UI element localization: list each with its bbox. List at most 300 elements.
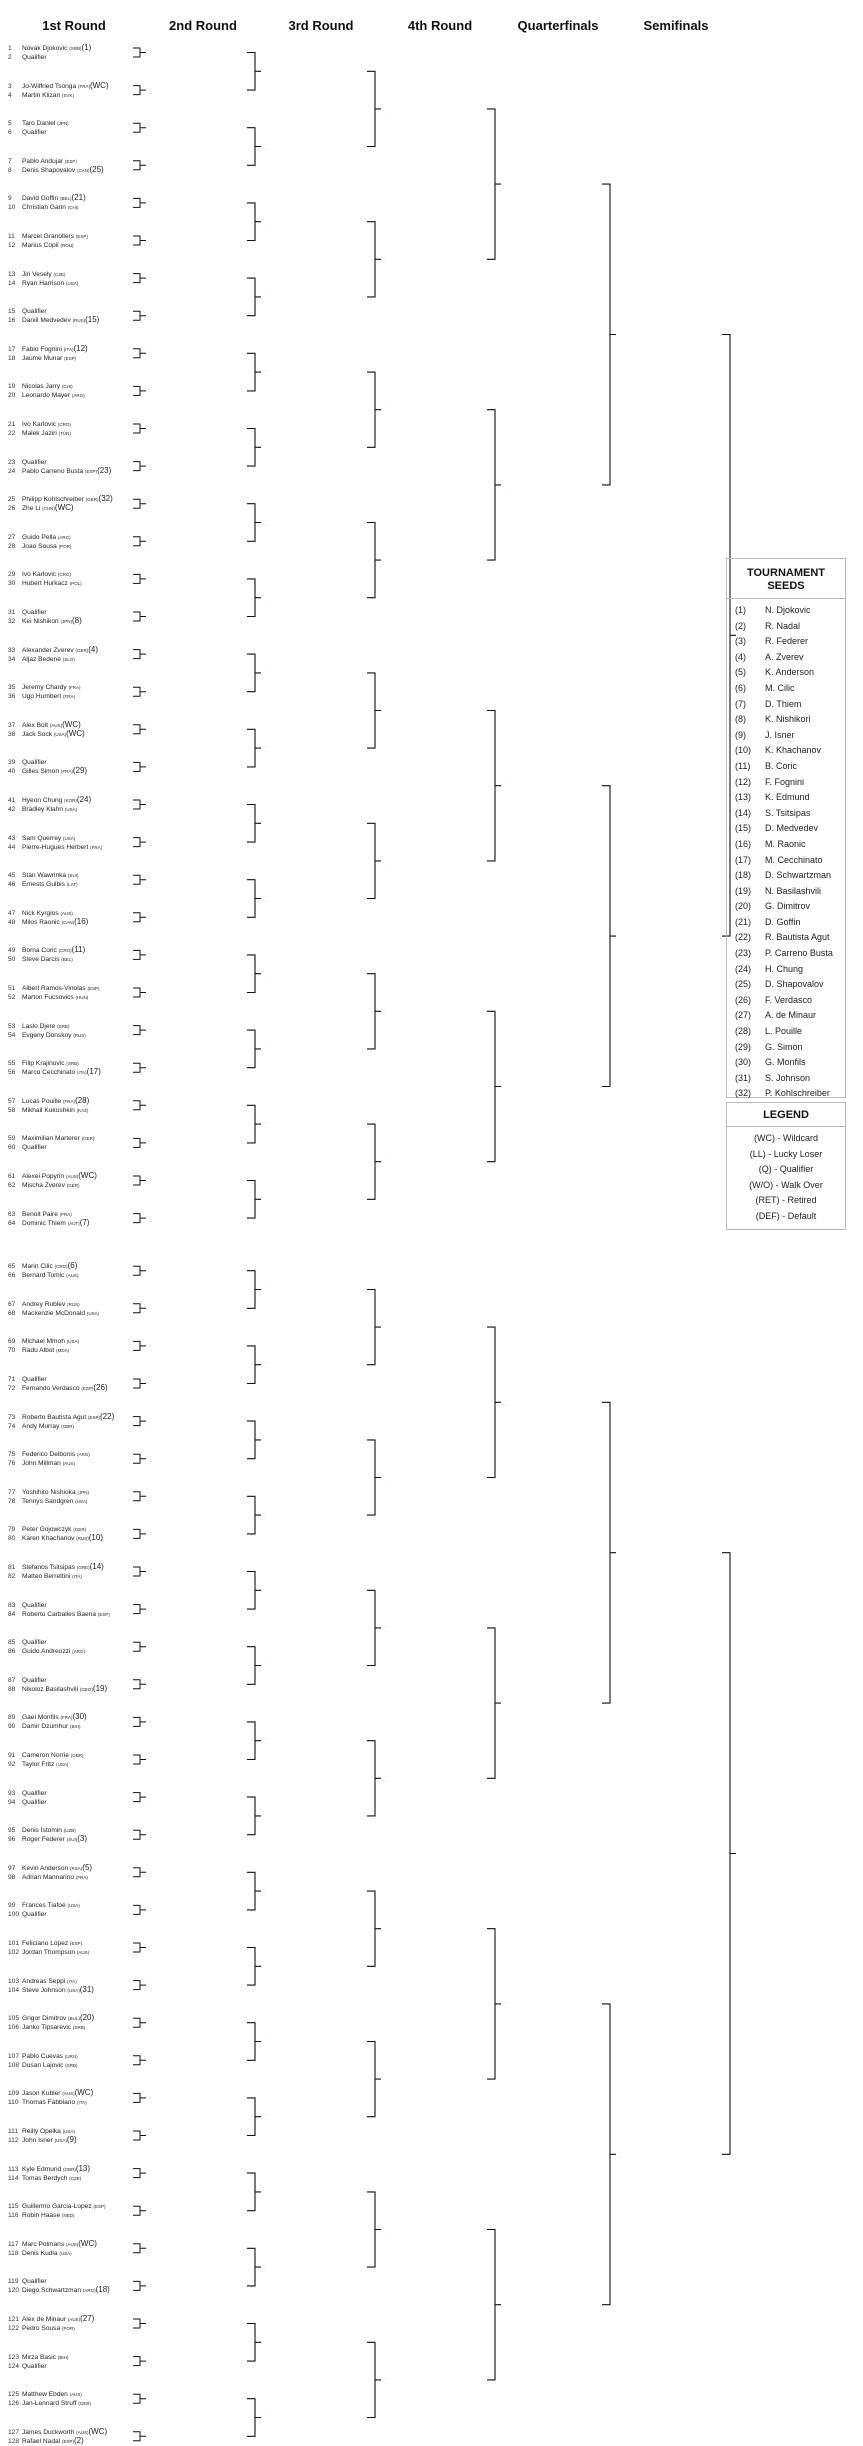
player-country: (FRA) xyxy=(68,685,81,691)
draw-position: 69 xyxy=(8,1338,16,1346)
draw-position: 120 xyxy=(8,2287,20,2295)
score-mark: - xyxy=(505,786,506,791)
draw-position: 93 xyxy=(8,1789,16,1797)
score-mark: - xyxy=(150,166,151,171)
draw-position: 38 xyxy=(8,730,16,738)
round-bracket xyxy=(247,880,261,918)
score-mark: - xyxy=(385,706,386,711)
player-country: (SUI) xyxy=(67,873,79,879)
score-mark: - xyxy=(265,1736,266,1741)
score-mark: - xyxy=(505,480,506,485)
score-mark: - xyxy=(265,1290,266,1295)
score-mark: - xyxy=(385,1007,386,1012)
player-seed: (30) xyxy=(72,1712,87,1722)
score-mark: - xyxy=(265,824,266,829)
player-seed: (7) xyxy=(79,1217,90,1227)
player-name: Ivo Karlovic xyxy=(22,421,58,428)
match-bracket xyxy=(133,1063,146,1072)
player-seed: (2) xyxy=(73,2435,84,2445)
player-country: (USA) xyxy=(62,2129,75,2134)
score-mark: - xyxy=(150,1143,151,1148)
draw-entry xyxy=(8,1977,77,1986)
score-mark: - xyxy=(265,1811,266,1816)
player-name: Alex de Minaur xyxy=(22,2316,68,2323)
player-name: Janko Tipsarevic xyxy=(22,2024,73,2032)
draw-position: 36 xyxy=(8,693,16,701)
player-country: (ESP) xyxy=(93,2204,106,2210)
score-mark: - xyxy=(150,2211,151,2216)
player-seed: (15) xyxy=(85,315,100,325)
player-seed: (21) xyxy=(71,193,86,203)
seed-number: (31) xyxy=(735,1072,752,1083)
player-seed: (WC) xyxy=(62,719,81,729)
score-mark: - xyxy=(385,1328,386,1333)
draw-position: 127 xyxy=(8,2428,20,2436)
draw-position: 75 xyxy=(8,1451,16,1459)
player-seed: (9) xyxy=(66,2135,77,2144)
round-bracket xyxy=(602,184,616,485)
score-mark: - xyxy=(150,1497,151,1502)
player-name: Alex Bolt xyxy=(22,721,50,729)
draw-position: 33 xyxy=(8,646,16,654)
round-bracket xyxy=(247,1572,261,1610)
draw-position: 90 xyxy=(8,1723,16,1731)
seed-number: (30) xyxy=(735,1057,752,1068)
match-bracket xyxy=(133,1793,146,1802)
score-mark: - xyxy=(265,1892,266,1897)
seed-player: J. Isner xyxy=(765,729,795,740)
score-mark: - xyxy=(150,725,151,730)
player-country: (CZE) xyxy=(69,2175,82,2181)
player-name: Guillermo Garcia-Lopez xyxy=(22,2203,94,2211)
draw-position: 74 xyxy=(8,1422,16,1430)
round-bracket xyxy=(487,1929,501,2079)
player-country: (GBR) xyxy=(63,2166,76,2172)
score-mark: - xyxy=(620,932,621,937)
score-mark: - xyxy=(150,2319,151,2324)
player-name: Cameron Norrie xyxy=(22,1752,71,1759)
score-mark: - xyxy=(150,316,151,321)
player-seed: (13) xyxy=(75,2163,91,2173)
player-country: (ARG) xyxy=(57,534,71,540)
seed-row xyxy=(727,775,845,791)
player-seed: (1) xyxy=(81,43,92,52)
draw-position: 20 xyxy=(8,392,16,400)
player-country: (POR) xyxy=(61,2326,75,2331)
score-mark: - xyxy=(265,1285,266,1290)
draw-entry xyxy=(8,391,85,400)
match-bracket xyxy=(133,1341,146,1350)
draw-entry xyxy=(8,1610,110,1619)
draw-position: 16 xyxy=(8,317,16,325)
draw-entry xyxy=(8,2315,94,2324)
player-country: (BIH) xyxy=(57,2354,69,2360)
draw-position: 109 xyxy=(8,2090,20,2098)
player-name: Qualifier xyxy=(22,308,47,316)
draw-position: 56 xyxy=(8,1069,16,1077)
draw-position: 116 xyxy=(8,2212,19,2220)
match-bracket xyxy=(133,1717,146,1726)
player-country: (ESP) xyxy=(85,468,98,474)
draw-entry xyxy=(8,119,69,128)
player-country: (AUS) xyxy=(69,2392,82,2398)
seed-row xyxy=(727,665,845,681)
match-bracket xyxy=(133,349,146,358)
seed-player: P. Carreno Busta xyxy=(765,948,833,959)
player-name: Rafael Nadal xyxy=(22,2437,62,2445)
score-mark: - xyxy=(265,668,266,673)
score-mark: - xyxy=(150,913,151,918)
score-mark: - xyxy=(505,2004,506,2009)
draw-entry xyxy=(8,570,71,579)
score-mark: - xyxy=(150,1492,151,1497)
score-mark: - xyxy=(620,1553,621,1558)
draw-entry xyxy=(8,2165,90,2174)
seed-number: (22) xyxy=(735,932,752,943)
player-country: (UZB) xyxy=(63,1828,76,1834)
player-country: (AUS) xyxy=(67,2317,81,2322)
score-mark: - xyxy=(150,1384,151,1389)
player-country: (USA) xyxy=(63,835,76,841)
draw-entry xyxy=(8,53,47,62)
seed-player: B. Coric xyxy=(765,760,798,771)
seed-number: (24) xyxy=(735,963,752,974)
score-mark: - xyxy=(150,2174,151,2179)
draw-entry xyxy=(8,1572,82,1581)
score-mark: - xyxy=(150,1986,151,1991)
match-bracket xyxy=(133,800,146,809)
match-bracket xyxy=(133,875,146,884)
round-bracket xyxy=(367,2042,381,2117)
draw-position: 25 xyxy=(8,496,16,504)
match-bracket xyxy=(133,1755,146,1764)
player-name: Qualifier xyxy=(22,1376,47,1383)
draw-position: 23 xyxy=(8,458,16,466)
player-country: (CZE) xyxy=(53,271,66,277)
player-name: Sam Querrey xyxy=(22,834,64,842)
player-country: (SRB) xyxy=(65,2062,78,2068)
match-bracket xyxy=(133,1454,146,1463)
player-name: Albert Ramos-Vinolas xyxy=(22,985,88,992)
score-mark: - xyxy=(265,1365,266,1370)
player-name: Qualifier xyxy=(22,1639,47,1647)
player-name: Peter Gojowczyk xyxy=(22,1526,74,1534)
player-seed: (26) xyxy=(93,1383,108,1392)
draw-entry xyxy=(8,1219,89,1228)
round-bracket xyxy=(367,1440,381,1515)
score-mark: - xyxy=(385,1162,386,1167)
score-mark: - xyxy=(265,598,266,603)
draw-position: 92 xyxy=(8,1761,16,1768)
player-country: (AUS) xyxy=(76,2429,89,2435)
match-bracket xyxy=(133,48,146,57)
legend-item: (LL) - Lucky Loser xyxy=(749,1148,823,1159)
draw-position: 79 xyxy=(8,1526,16,1534)
player-seed: (WC) xyxy=(88,2426,108,2436)
player-country: (USA) xyxy=(59,2250,72,2256)
draw-position: 59 xyxy=(8,1135,16,1143)
player-name: Denis Istomin xyxy=(22,1827,64,1835)
round-bracket xyxy=(247,1722,261,1760)
draw-entry xyxy=(8,1022,69,1031)
draw-entry xyxy=(8,1676,47,1685)
draw-position: 128 xyxy=(8,2437,20,2445)
seed-row xyxy=(727,1055,845,1071)
score-mark: - xyxy=(265,2263,266,2268)
player-name: Nicolas Jarry xyxy=(22,383,62,391)
score-mark: - xyxy=(265,368,266,373)
player-country: (ITA) xyxy=(72,1574,82,1579)
player-seed: (23) xyxy=(97,465,112,475)
player-name: Christian Garin xyxy=(22,204,68,212)
player-country: (ARG) xyxy=(76,1452,90,1458)
player-country: (KOR) xyxy=(64,798,77,803)
match-bracket xyxy=(133,2319,146,2328)
round-header-2: 2nd Round xyxy=(169,18,237,33)
player-country: (ARG) xyxy=(82,2288,96,2294)
draw-entry xyxy=(8,1713,87,1722)
score-mark: - xyxy=(150,1063,151,1068)
seed-number: (10) xyxy=(735,745,752,756)
score-mark: - xyxy=(150,1572,151,1577)
score-mark: - xyxy=(265,894,266,899)
score-mark: - xyxy=(150,1830,151,1835)
score-mark: - xyxy=(150,1304,151,1309)
seed-row xyxy=(727,868,845,884)
player-name: Ernests Gulbis xyxy=(22,881,67,889)
draw-position: 113 xyxy=(8,2165,19,2173)
draw-position: 55 xyxy=(8,1060,16,1068)
match-bracket xyxy=(133,1981,146,1990)
score-mark: - xyxy=(265,2192,266,2197)
score-mark: - xyxy=(150,1835,151,1840)
match-bracket xyxy=(133,123,146,132)
player-country: (USA) xyxy=(53,731,67,737)
player-seed: (16) xyxy=(74,916,89,926)
seed-number: (1) xyxy=(735,605,746,615)
match-bracket xyxy=(133,2394,146,2403)
seed-number: (3) xyxy=(735,636,746,647)
player-name: Marc Polmans xyxy=(22,2240,66,2248)
player-country: (ESP) xyxy=(64,158,77,164)
match-bracket xyxy=(133,2432,146,2441)
score-mark: - xyxy=(150,311,151,316)
player-name: Martin Klizan xyxy=(22,91,62,99)
score-mark: - xyxy=(385,405,386,410)
score-mark: - xyxy=(150,762,151,767)
score-mark: - xyxy=(150,1068,151,1073)
seed-number: (28) xyxy=(735,1026,752,1037)
round-bracket xyxy=(367,2342,381,2417)
seed-player: R. Nadal xyxy=(765,620,801,631)
score-mark: - xyxy=(150,579,151,584)
score-mark: - xyxy=(385,1473,386,1478)
draw-position: 76 xyxy=(8,1460,16,1468)
draw-entry xyxy=(8,617,82,626)
draw-entry xyxy=(8,1262,77,1271)
seed-row xyxy=(727,899,845,915)
seed-row xyxy=(727,681,845,697)
score-mark: - xyxy=(150,687,151,692)
score-mark: - xyxy=(150,2206,151,2211)
draw-entry xyxy=(8,758,47,767)
seed-player: D. Schwartzman xyxy=(765,870,832,881)
player-name: Milos Raonic xyxy=(22,918,62,926)
player-country: (ITA) xyxy=(76,1070,87,1076)
draw-entry xyxy=(8,1939,82,1948)
draw-entry xyxy=(8,1337,79,1346)
draw-entry xyxy=(8,542,71,551)
score-mark: - xyxy=(385,1779,386,1784)
match-bracket xyxy=(133,311,146,320)
player-country: (ESP) xyxy=(97,1611,110,1617)
player-country: (ARG) xyxy=(71,393,85,399)
draw-entry xyxy=(8,2399,91,2408)
score-mark: - xyxy=(265,899,266,904)
draw-entry xyxy=(8,1864,92,1873)
score-mark: - xyxy=(150,542,151,547)
draw-entry xyxy=(8,44,91,53)
player-country: (SRB) xyxy=(66,1061,79,1067)
seed-number: (19) xyxy=(735,885,752,896)
draw-position: 10 xyxy=(8,204,16,212)
round-bracket xyxy=(247,1797,261,1835)
draw-position: 9 xyxy=(8,195,12,203)
score-mark: - xyxy=(150,655,151,660)
score-mark: - xyxy=(150,354,151,359)
seed-player: R. Bautista Agut xyxy=(765,932,830,943)
round-bracket xyxy=(247,128,261,166)
player-country: (USA) xyxy=(65,280,79,286)
player-seed: (31) xyxy=(79,1984,94,1994)
draw-entry xyxy=(8,909,73,918)
score-mark: - xyxy=(150,2432,151,2437)
draw-position: 19 xyxy=(8,383,16,391)
draw-entry xyxy=(8,2428,107,2437)
draw-entry xyxy=(8,467,111,476)
round-bracket xyxy=(247,729,261,767)
player-name: Pablo Carreno Busta xyxy=(22,467,86,475)
score-mark: - xyxy=(150,2136,151,2141)
score-mark: - xyxy=(505,185,506,190)
match-bracket xyxy=(133,1830,146,1839)
round-bracket xyxy=(487,410,501,560)
score-mark: - xyxy=(150,730,151,735)
match-bracket xyxy=(133,762,146,771)
player-name: Nick Kyrgios xyxy=(22,909,61,917)
draw-entry xyxy=(8,880,78,889)
player-name: Jo-Wilfried Tsonga xyxy=(22,82,78,90)
score-mark: - xyxy=(505,2305,506,2310)
seed-player: A. de Minaur xyxy=(765,1010,817,1021)
player-country: (ESP) xyxy=(75,234,88,239)
match-bracket xyxy=(133,1214,146,1223)
score-mark: - xyxy=(265,67,266,72)
score-mark: - xyxy=(265,969,266,974)
seed-number: (18) xyxy=(735,870,752,881)
player-country: (KAZ) xyxy=(76,1107,89,1113)
player-name: Thomas Fabbiano xyxy=(22,2099,77,2107)
seed-row xyxy=(727,603,845,619)
player-name: Borna Coric xyxy=(22,947,59,955)
draw-position: 112 xyxy=(8,2137,19,2144)
score-mark: - xyxy=(150,1760,151,1765)
draw-position: 106 xyxy=(8,2024,20,2032)
seed-number: (27) xyxy=(735,1010,752,1021)
score-mark: - xyxy=(150,955,151,960)
round-bracket xyxy=(247,1872,261,1910)
match-bracket xyxy=(133,161,146,170)
player-seed: (11) xyxy=(71,945,86,955)
player-name: Filip Krajinovic xyxy=(22,1060,67,1068)
score-mark: - xyxy=(265,1511,266,1516)
player-name: Qualifier xyxy=(22,1798,47,1806)
draw-entry xyxy=(8,2249,72,2258)
draw-entry xyxy=(8,2023,85,2032)
round-bracket xyxy=(602,1402,616,1703)
score-mark: - xyxy=(150,2357,151,2362)
player-name: Ryan Harrison xyxy=(22,279,66,287)
player-country: (GER) xyxy=(78,2401,92,2407)
player-country: (SRB) xyxy=(57,1023,70,1029)
score-mark: - xyxy=(385,2375,386,2380)
round-bracket xyxy=(487,711,501,861)
score-mark: - xyxy=(505,1398,506,1403)
player-country: (ESP) xyxy=(81,1386,94,1391)
draw-position: 13 xyxy=(8,270,16,278)
player-name: Andy Murray xyxy=(22,1422,62,1430)
score-mark: - xyxy=(265,1120,266,1125)
player-name: Federico Delbonis xyxy=(22,1451,77,1459)
player-name: Mikhail Kukushkin xyxy=(22,1106,77,1114)
seed-number: (20) xyxy=(735,901,752,912)
score-mark: - xyxy=(150,1219,151,1224)
score-mark: - xyxy=(265,1816,266,1821)
draw-position: 61 xyxy=(8,1173,16,1180)
score-mark: - xyxy=(150,1981,151,1986)
player-name: Tennys Sandgren xyxy=(22,1497,76,1505)
draw-position: 58 xyxy=(8,1106,16,1114)
draw-position: 77 xyxy=(8,1488,16,1496)
draw-entry xyxy=(8,1422,74,1431)
player-seed: (32) xyxy=(98,494,113,504)
match-bracket xyxy=(133,1266,146,1275)
player-name: Dusan Lajovic xyxy=(22,2061,66,2069)
player-name: Pablo Cuevas xyxy=(22,2052,65,2060)
draw-entry xyxy=(8,270,66,279)
player-name: Mischa Zverev xyxy=(22,1182,67,1189)
score-mark: - xyxy=(265,974,266,979)
player-name: Yoshihito Nishioka xyxy=(22,1488,78,1496)
score-mark: - xyxy=(620,1548,621,1553)
seed-player: D. Medvedev xyxy=(765,823,819,834)
seed-row xyxy=(727,728,845,744)
player-country: (HUN) xyxy=(75,995,89,1000)
draw-entry xyxy=(8,1789,47,1798)
score-mark: - xyxy=(150,2023,151,2028)
draw-entry xyxy=(8,1106,88,1115)
player-name: Marin Cilic xyxy=(22,1263,55,1271)
draw-entry xyxy=(8,91,74,100)
draw-entry xyxy=(8,1986,94,1995)
player-name: Reilly Opelka xyxy=(22,2128,63,2135)
seed-player: K. Nishikori xyxy=(765,714,811,725)
player-country: (SVK) xyxy=(61,92,74,98)
match-bracket xyxy=(133,988,146,997)
draw-entry xyxy=(8,232,88,241)
seeds-title: TOURNAMENT SEEDS xyxy=(746,567,825,592)
legend-item: (Q) - Qualifier xyxy=(758,1164,814,1174)
